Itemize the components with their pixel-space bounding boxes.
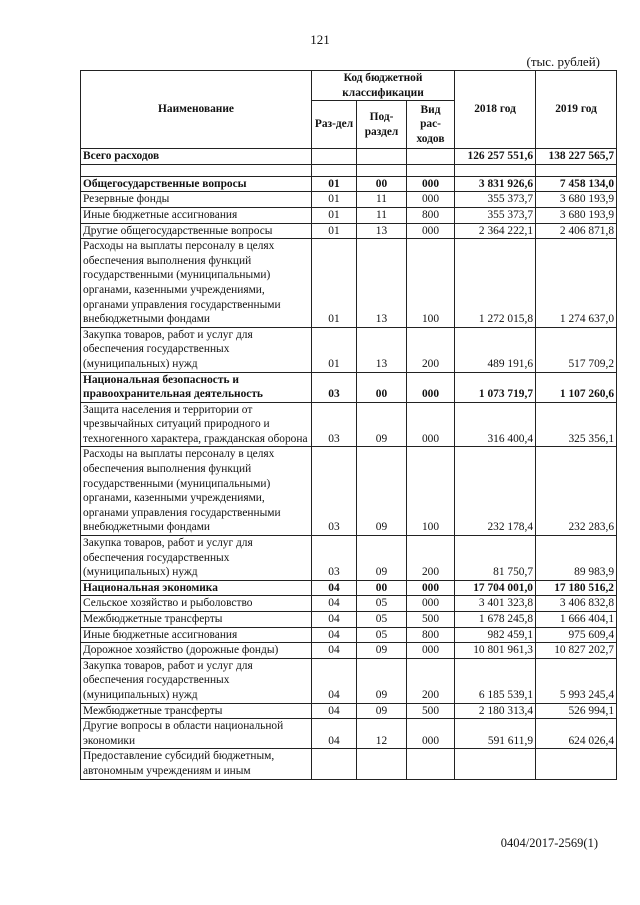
row-vid-raskhodov — [407, 164, 455, 176]
row-razdel: 03 — [312, 402, 357, 447]
row-podrazdel: 05 — [357, 627, 407, 643]
row-value-2018: 2 180 313,4 — [455, 703, 536, 719]
row-value-2019: 17 180 516,2 — [536, 580, 617, 596]
row-name: Закупка товаров, работ и услуг для обеспечения государственных (муниципальных) нужд — [81, 536, 312, 581]
table-body — [81, 149, 617, 779]
row-value-2019 — [536, 749, 617, 779]
row-podrazdel: 05 — [357, 612, 407, 628]
row-name: Другие общегосударственные вопросы — [81, 223, 312, 239]
row-name: Национальная безопасность и правоохранительная деятельность — [81, 372, 312, 402]
table-row — [81, 149, 617, 165]
row-razdel: 01 — [312, 239, 357, 328]
row-name: Другие вопросы в области национальной экономики — [81, 719, 312, 749]
row-razdel — [312, 164, 357, 176]
row-podrazdel: 00 — [357, 372, 407, 402]
row-value-2018: 3 401 323,8 — [455, 596, 536, 612]
row-value-2019: 89 983,9 — [536, 536, 617, 581]
row-razdel: 01 — [312, 176, 357, 192]
row-vid-raskhodov: 000 — [407, 643, 455, 659]
row-value-2019: 7 458 134,0 — [536, 176, 617, 192]
row-name: Иные бюджетные ассигнования — [81, 207, 312, 223]
table-row — [81, 192, 617, 208]
row-vid-raskhodov: 000 — [407, 580, 455, 596]
row-vid-raskhodov: 100 — [407, 239, 455, 328]
row-name: Закупка товаров, работ и услуг для обеспечения государственных (муниципальных) нужд — [81, 658, 312, 703]
row-razdel: 04 — [312, 703, 357, 719]
row-name: Иные бюджетные ассигнования — [81, 627, 312, 643]
row-value-2019: 3 680 193,9 — [536, 207, 617, 223]
row-value-2018: 1 073 719,7 — [455, 372, 536, 402]
row-value-2018: 355 373,7 — [455, 207, 536, 223]
row-vid-raskhodov: 100 — [407, 447, 455, 536]
row-value-2019: 1 666 404,1 — [536, 612, 617, 628]
row-razdel: 04 — [312, 658, 357, 703]
row-value-2018: 126 257 551,6 — [455, 149, 536, 165]
table-row — [81, 719, 617, 749]
row-podrazdel: 09 — [357, 658, 407, 703]
row-value-2018: 2 364 222,1 — [455, 223, 536, 239]
row-value-2018: 10 801 961,3 — [455, 643, 536, 659]
row-name: Национальная экономика — [81, 580, 312, 596]
row-podrazdel — [357, 164, 407, 176]
row-value-2019 — [536, 164, 617, 176]
row-podrazdel — [357, 749, 407, 779]
row-vid-raskhodov: 500 — [407, 703, 455, 719]
units-label: (тыс. рублей) — [526, 54, 600, 69]
row-value-2018: 982 459,1 — [455, 627, 536, 643]
table-row — [81, 239, 617, 328]
row-podrazdel: 13 — [357, 327, 407, 372]
row-value-2019: 138 227 565,7 — [536, 149, 617, 165]
row-vid-raskhodov — [407, 749, 455, 779]
row-podrazdel: 09 — [357, 447, 407, 536]
row-vid-raskhodov: 200 — [407, 327, 455, 372]
row-value-2018: 489 191,6 — [455, 327, 536, 372]
table-row — [81, 643, 617, 659]
table-row — [81, 658, 617, 703]
row-vid-raskhodov: 000 — [407, 372, 455, 402]
row-vid-raskhodov: 200 — [407, 536, 455, 581]
row-name: Дорожное хозяйство (дорожные фонды) — [81, 643, 312, 659]
row-name: Закупка товаров, работ и услуг для обеспечения государственных (муниципальных) нужд — [81, 327, 312, 372]
header-name: Наименование — [81, 71, 312, 149]
row-name: Защита населения и территории от чрезвычайных ситуаций природного и техногенного характера, гражданская оборона — [81, 402, 312, 447]
row-razdel: 04 — [312, 612, 357, 628]
table-row — [81, 596, 617, 612]
row-name: Общегосударственные вопросы — [81, 176, 312, 192]
table-row — [81, 612, 617, 628]
table-row — [81, 176, 617, 192]
header-podrazdel: Под-раздел — [357, 101, 407, 149]
row-name: Расходы на выплаты персоналу в целях обеспечения выполнения функций государственными (муниципальными) органами, казенными учреждениями, органами управления государственными внебюджетными фондами — [81, 239, 312, 328]
header-razdel: Раз-дел — [312, 101, 357, 149]
row-razdel: 04 — [312, 719, 357, 749]
document-code: 0404/2017-2569(1) — [500, 836, 598, 850]
row-razdel: 03 — [312, 372, 357, 402]
row-name — [81, 164, 312, 176]
row-value-2018: 232 178,4 — [455, 447, 536, 536]
row-razdel: 04 — [312, 580, 357, 596]
table-row — [81, 703, 617, 719]
row-razdel — [312, 149, 357, 165]
row-value-2018: 6 185 539,1 — [455, 658, 536, 703]
row-name: Расходы на выплаты персоналу в целях обеспечения выполнения функций государственными (муниципальными) органами, казенными учреждениями, органами управления государственными внебюджетными фондами — [81, 447, 312, 536]
page-number: 121 — [310, 32, 330, 47]
row-vid-raskhodov: 000 — [407, 176, 455, 192]
row-vid-raskhodov: 500 — [407, 612, 455, 628]
row-value-2018 — [455, 164, 536, 176]
row-podrazdel: 09 — [357, 536, 407, 581]
row-razdel: 03 — [312, 447, 357, 536]
table-row — [81, 580, 617, 596]
row-podrazdel: 09 — [357, 703, 407, 719]
row-name: Предоставление субсидий бюджетным, автономным учреждениям и иным — [81, 749, 312, 779]
header-year-2019: 2019 год — [536, 71, 617, 149]
table-row — [81, 327, 617, 372]
table-row — [81, 372, 617, 402]
row-podrazdel: 09 — [357, 643, 407, 659]
table-row — [81, 223, 617, 239]
row-podrazdel: 13 — [357, 223, 407, 239]
row-name: Резервные фонды — [81, 192, 312, 208]
row-vid-raskhodov: 000 — [407, 192, 455, 208]
row-value-2019: 325 356,1 — [536, 402, 617, 447]
row-value-2019: 10 827 202,7 — [536, 643, 617, 659]
row-value-2019: 2 406 871,8 — [536, 223, 617, 239]
row-razdel: 01 — [312, 223, 357, 239]
row-value-2019: 1 274 637,0 — [536, 239, 617, 328]
row-value-2019: 526 994,1 — [536, 703, 617, 719]
row-podrazdel — [357, 149, 407, 165]
table-row — [81, 447, 617, 536]
row-value-2019: 232 283,6 — [536, 447, 617, 536]
row-value-2018: 3 831 926,6 — [455, 176, 536, 192]
row-razdel: 04 — [312, 596, 357, 612]
header-vid-raskhodov: Вид рас-ходов — [407, 101, 455, 149]
row-razdel: 04 — [312, 627, 357, 643]
row-value-2019: 1 107 260,6 — [536, 372, 617, 402]
row-value-2019: 975 609,4 — [536, 627, 617, 643]
row-value-2018: 316 400,4 — [455, 402, 536, 447]
row-podrazdel: 11 — [357, 192, 407, 208]
table-row — [81, 536, 617, 581]
row-razdel: 03 — [312, 536, 357, 581]
row-podrazdel: 13 — [357, 239, 407, 328]
row-vid-raskhodov: 000 — [407, 402, 455, 447]
row-value-2019: 3 406 832,8 — [536, 596, 617, 612]
budget-table — [80, 70, 617, 780]
row-vid-raskhodov: 200 — [407, 658, 455, 703]
row-vid-raskhodov — [407, 149, 455, 165]
row-podrazdel: 00 — [357, 580, 407, 596]
row-value-2018 — [455, 749, 536, 779]
row-podrazdel: 09 — [357, 402, 407, 447]
row-vid-raskhodov: 800 — [407, 207, 455, 223]
row-value-2018: 17 704 001,0 — [455, 580, 536, 596]
row-name: Межбюджетные трансферты — [81, 612, 312, 628]
row-razdel: 01 — [312, 192, 357, 208]
row-value-2018: 1 272 015,8 — [455, 239, 536, 328]
row-name: Сельское хозяйство и рыболовство — [81, 596, 312, 612]
row-razdel: 01 — [312, 207, 357, 223]
header-year-2018: 2018 год — [455, 71, 536, 149]
row-vid-raskhodov: 000 — [407, 719, 455, 749]
row-podrazdel: 11 — [357, 207, 407, 223]
row-value-2018: 1 678 245,8 — [455, 612, 536, 628]
row-razdel: 04 — [312, 643, 357, 659]
row-podrazdel: 00 — [357, 176, 407, 192]
table-row — [81, 164, 617, 176]
header-code-group: Код бюджетной классификации — [312, 71, 455, 101]
row-value-2018: 591 611,9 — [455, 719, 536, 749]
row-vid-raskhodov: 800 — [407, 627, 455, 643]
row-value-2019: 5 993 245,4 — [536, 658, 617, 703]
row-name: Межбюджетные трансферты — [81, 703, 312, 719]
row-name: Всего расходов — [81, 149, 312, 165]
row-razdel — [312, 749, 357, 779]
table-row — [81, 627, 617, 643]
table-row — [81, 402, 617, 447]
table-row — [81, 749, 617, 779]
row-podrazdel: 05 — [357, 596, 407, 612]
row-vid-raskhodov: 000 — [407, 223, 455, 239]
row-value-2019: 517 709,2 — [536, 327, 617, 372]
row-value-2018: 81 750,7 — [455, 536, 536, 581]
table-row — [81, 207, 617, 223]
row-value-2019: 3 680 193,9 — [536, 192, 617, 208]
row-vid-raskhodov: 000 — [407, 596, 455, 612]
row-value-2019: 624 026,4 — [536, 719, 617, 749]
row-podrazdel: 12 — [357, 719, 407, 749]
row-razdel: 01 — [312, 327, 357, 372]
row-value-2018: 355 373,7 — [455, 192, 536, 208]
